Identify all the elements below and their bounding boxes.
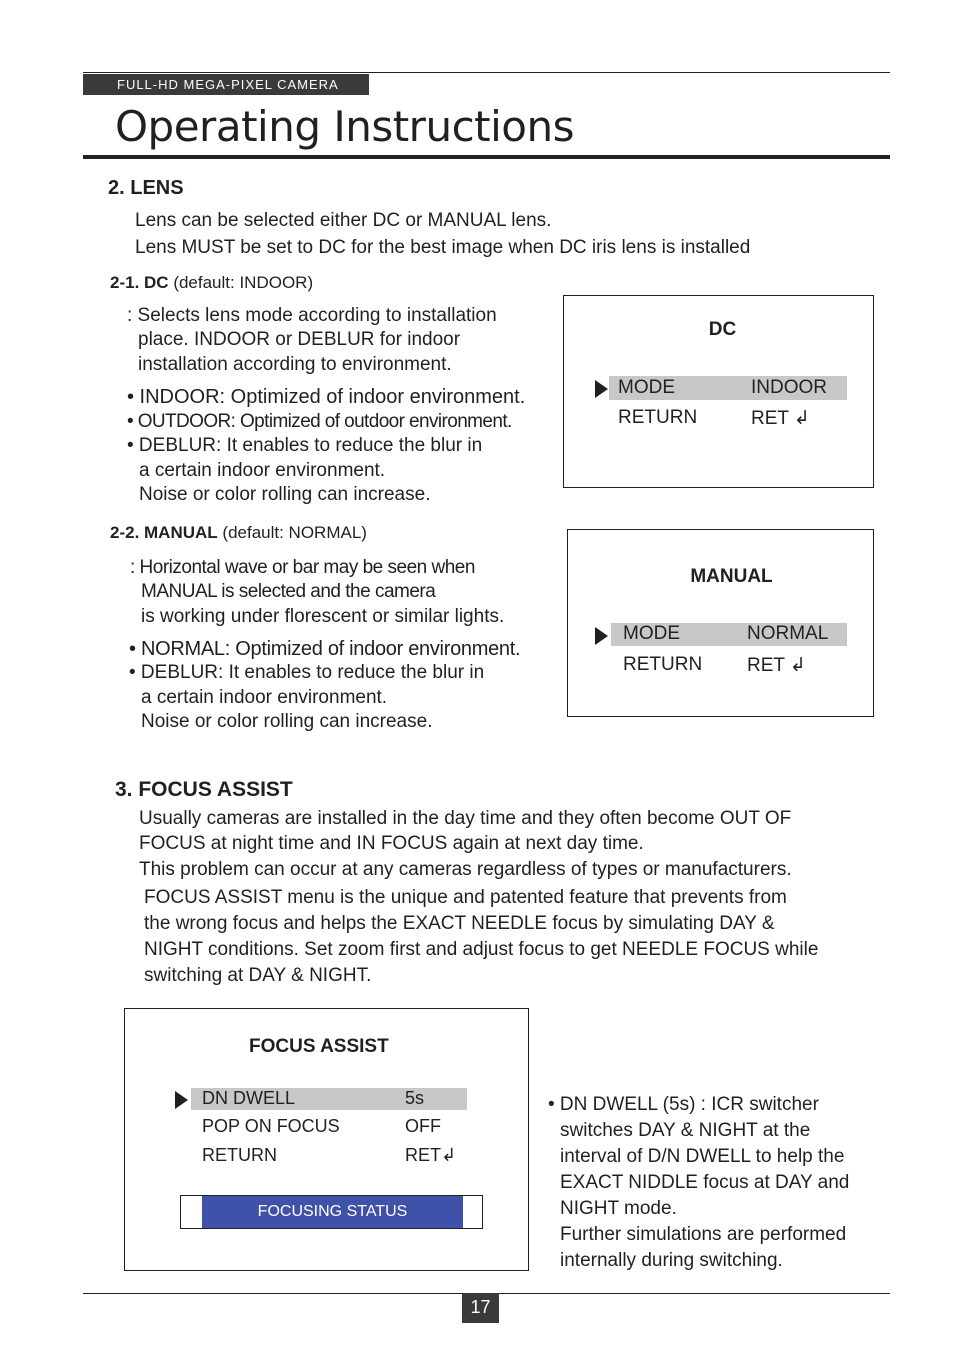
page-title: Operating Instructions (115, 102, 574, 151)
focus-menu-return-value: RET↲ (405, 1145, 457, 1165)
dc-menu-row-mode[interactable] (609, 376, 847, 400)
manual-menu-row-mode[interactable] (611, 623, 847, 646)
dc-subheading-title: 2-1. DC (110, 273, 169, 292)
manual-menu-mode-value: NORMAL (747, 623, 829, 644)
manual-subheading-title: 2-2. MANUAL (110, 523, 218, 542)
dc-desc-line-1: : Selects lens mode according to installation (127, 305, 497, 326)
focus-menu-pop-on-focus-label: POP ON FOCUS (202, 1116, 340, 1136)
focus-assist-heading: 3. FOCUS ASSIST (115, 778, 293, 801)
dc-menu-mode-value: INDOOR (751, 377, 827, 398)
focus-assist-para2-line-4: switching at DAY & NIGHT. (144, 965, 372, 986)
manual-menu-return-label: RETURN (623, 654, 703, 675)
focus-assist-para2-line-1: FOCUS ASSIST menu is the unique and patented feature that prevents from (144, 887, 787, 908)
dc-menu-return-label: RETURN (618, 407, 698, 428)
manual-bullet-deblur-line-3: Noise or color rolling can increase. (141, 711, 433, 732)
focus-menu-row-return[interactable] (191, 1145, 467, 1167)
focus-menu-dn-dwell-label: DN DWELL (202, 1088, 296, 1108)
manual-bullet-deblur-line-1: • DEBLUR: It enables to reduce the blur in (129, 662, 485, 683)
manual-desc-line-2: MANUAL is selected and the camera (141, 581, 436, 602)
manual-menu-box (567, 529, 874, 717)
lens-intro-line-2: Lens MUST be set to DC for the best image when DC iris lens is installed (135, 237, 751, 258)
dc-menu-box (563, 295, 874, 488)
focus-assist-menu-title: FOCUS ASSIST (249, 1036, 389, 1057)
dc-menu-title: DC (708, 319, 737, 340)
manual-bullet-deblur-line-2: a certain indoor environment. (141, 687, 388, 708)
manual-menu-mode-label: MODE (623, 623, 680, 644)
focus-assist-para1-line-2: FOCUS at night time and IN FOCUS again at next day time. (139, 833, 644, 854)
dc-menu-mode-label: MODE (618, 377, 675, 398)
manual-menu-return-value: RET ↲ (747, 655, 806, 676)
dn-dwell-note-line-4: EXACT NIDDLE focus at DAY and (560, 1172, 850, 1193)
focus-menu-row-dn-dwell[interactable] (191, 1088, 467, 1110)
manual-menu-row-return[interactable] (611, 654, 847, 677)
manual-subheading-default: (default: NORMAL) (222, 523, 367, 542)
menu-cursor-icon (595, 380, 608, 398)
dc-bullet-deblur-line-2: a certain indoor environment. (139, 460, 386, 481)
dn-dwell-note-line-6: Further simulations are performed (560, 1224, 847, 1245)
focus-menu-pop-on-focus-value: OFF (405, 1116, 441, 1136)
dc-bullet-outdoor: • OUTDOOR: Optimized of outdoor environment. (127, 411, 512, 432)
dn-dwell-note-line-3: interval of D/N DWELL to help the (560, 1146, 845, 1167)
manual-desc-line-1: : Horizontal wave or bar may be seen when (130, 557, 475, 578)
menu-cursor-icon (595, 627, 608, 645)
focus-assist-para1-line-1: Usually cameras are installed in the day time and they often become OUT OF (139, 808, 792, 829)
focusing-status-bar: FOCUSING STATUS (202, 1196, 463, 1228)
dn-dwell-note-line-7: internally during switching. (560, 1250, 783, 1271)
lens-heading: 2. LENS (108, 177, 184, 199)
dn-dwell-note-line-2: switches DAY & NIGHT at the (560, 1120, 811, 1141)
dc-bullet-deblur-line-3: Noise or color rolling can increase. (139, 484, 431, 505)
focus-menu-return-label: RETURN (202, 1145, 277, 1165)
page-number: 17 (462, 1293, 499, 1323)
dc-bullet-deblur-line-1: • DEBLUR: It enables to reduce the blur in (127, 435, 483, 456)
focus-assist-para2-line-3: NIGHT conditions. Set zoom first and adjust focus to get NEEDLE FOCUS while (144, 939, 819, 960)
dn-dwell-note-line-5: NIGHT mode. (560, 1198, 677, 1219)
title-underline-rule (83, 155, 890, 159)
manual-desc-line-3: is working under florescent or similar lights. (141, 606, 505, 627)
dc-bullet-indoor: • INDOOR: Optimized of indoor environment. (127, 386, 526, 408)
focusing-status-frame (180, 1195, 483, 1229)
menu-cursor-icon (175, 1091, 188, 1109)
dn-dwell-note-line-1: • DN DWELL (5s) : ICR switcher (548, 1094, 819, 1115)
dc-desc-line-2: place. INDOOR or DEBLUR for indoor (138, 329, 461, 350)
manual-subheading (110, 523, 367, 543)
dc-subheading-default: (default: INDOOR) (173, 273, 314, 292)
dc-desc-line-3: installation according to environment. (138, 354, 452, 375)
lens-intro-line-1: Lens can be selected either DC or MANUAL lens. (135, 210, 552, 231)
header-top-rule (83, 72, 890, 73)
header-product-tab: FULL-HD MEGA-PIXEL CAMERA (83, 74, 369, 95)
focus-assist-para2-line-2: the wrong focus and helps the EXACT NEEDLE focus by simulating DAY & (144, 913, 775, 934)
focus-assist-menu-box (124, 1008, 529, 1271)
focus-menu-row-pop-on-focus[interactable] (191, 1116, 467, 1138)
dc-menu-return-value: RET ↲ (751, 408, 810, 429)
focus-menu-dn-dwell-value: 5s (405, 1088, 425, 1108)
dc-subheading (110, 273, 313, 293)
manual-bullet-normal: • NORMAL: Optimized of indoor environment. (129, 638, 521, 660)
focus-assist-para1-line-3: This problem can occur at any cameras regardless of types or manufacturers. (139, 859, 792, 880)
dc-menu-row-return[interactable] (609, 406, 847, 430)
manual-menu-title: MANUAL (690, 566, 773, 587)
